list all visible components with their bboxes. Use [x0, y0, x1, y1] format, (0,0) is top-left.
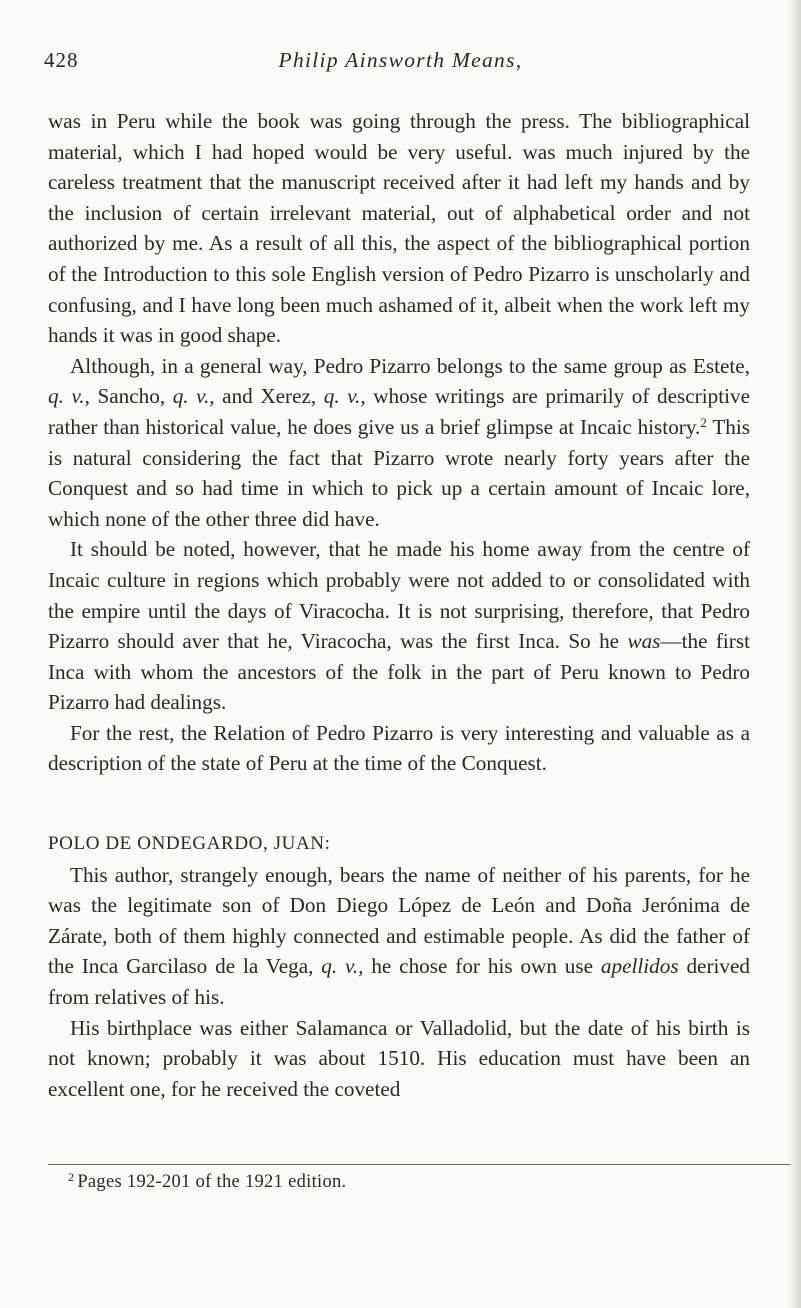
paragraph: It should be noted, however, that he made his home away from the centre of Incaic culture in regions which probably were not added to or consolidated with the empire until the days of Viracocha. It is not surprising, therefore, that Pedro Pizarro should aver that he, Viracocha, was the first Inca. So he was—the first Inca with whom the ancestors of the folk in the part of Peru known to Pedro Pizarro had dealings. [48, 537, 750, 715]
page-number: 428 [44, 48, 79, 72]
running-head: Philip Ainsworth Means, [278, 48, 523, 72]
footnote-marker: 2 [68, 1170, 75, 1184]
page-edge-shadow [787, 0, 801, 1308]
paragraph: His birthplace was either Salamanca or Valladolid, but the date of his birth is not known; probably it was about 1510. His education must have been an excellent one, for he received the coveted [48, 1015, 750, 1101]
page-header [0, 48, 801, 88]
footnote [68, 1170, 346, 1193]
paragraph: This author, strangely enough, bears the name of neither of his parents, for he was the legitimate son of Don Diego López de León and Doña Jerónima de Zárate, both of them highly connected and estimable people. As did the father of the Inca Garcilaso de la Vega, q. v., he chose for his own use apellidos derived from relatives of his. [48, 862, 750, 1010]
footnote-text: Pages 192-201 of the 1921 edition. [77, 1172, 347, 1192]
paragraph: Although, in a general way, Pedro Pizarro belongs to the same group as Estete, q. v., Sancho, q. v., and Xerez, q. v., whose writings are primarily of descriptive rather than historical value, he does give us a brief glimpse at Incaic history.$^2$ This is natural considering the fact that Pizarro wrote nearly forty years after the Conquest and so had time in which to pick up a certain amount of Incaic lore, which none of the other three did have. [48, 353, 750, 531]
section-spacer [48, 779, 750, 829]
footnote-reference: 2 [700, 414, 707, 430]
section-heading: POLO DE ONDEGARDO, JUAN: [48, 833, 331, 855]
body-text [48, 106, 750, 1104]
footnote-rule [48, 1164, 790, 1165]
paragraph: For the rest, the Relation of Pedro Pizarro is very interesting and valuable as a description of the state of Peru at the time of the Conquest. [48, 720, 750, 776]
paragraph: was in Peru while the book was going through the press. The bibliographical material, which I had hoped would be very useful. was much injured by the careless treatment that the manuscript received after it had left my hands and by the inclusion of certain irrelevant material, out of alphabetical order and not authorized by me. As a result of all this, the aspect of the bibliographical portion of the Introduction to this sole English version of Pedro Pizarro is unscholarly and confusing, and I have long been much ashamed of it, albeit when the work left my hands it was in good shape. [48, 109, 750, 348]
